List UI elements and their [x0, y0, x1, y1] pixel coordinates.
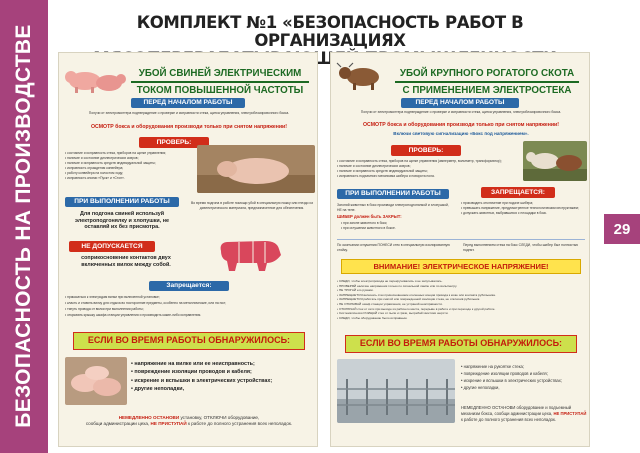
poster2-forbid-list	[461, 201, 587, 216]
poster1-title	[125, 68, 315, 96]
poster1-during-label: ПРИ ВЫПОЛНЕНИИ РАБОТЫ	[65, 197, 179, 207]
poster2-forbid-label: ЗАПРЕЩАЕТСЯ:	[481, 187, 555, 198]
poster-pig-slaughter	[58, 52, 318, 447]
poster2-title-line2: С ПРИМЕНЕНИЕМ ЭЛЕКТРОСТЕКА	[402, 85, 572, 96]
list-item: • класть и ставить вилку для отдыха во посторонние предметы, особенно на металлические, или на пол;	[65, 300, 313, 306]
list-item: • другие неполадки,	[461, 384, 587, 391]
list-item: • исправность кнопки «Пуск» и «Стоп».	[65, 176, 193, 181]
poster1-report-red: НЕ ПРИСТУПАЙ	[150, 421, 187, 427]
poster1-during-text: Для подгона свиней используй электроподгонялку и хлопушки, не оставляй их без присмотра.	[75, 211, 169, 231]
poster2-stop-red: НЕ ПРИСТУПАЙ	[553, 411, 587, 416]
poster1-report-text: сообщи администрации цеха,	[85, 421, 150, 427]
poster1-title-line1: УБОЙ СВИНЕЙ ЭЛЕКТРИЧЕСКИМ	[138, 68, 302, 79]
list-item: • исправность подъемного механизма шибера и поворота пола.	[337, 174, 519, 179]
slaughter-hall-photo	[337, 359, 455, 423]
page-number: 29	[604, 214, 640, 244]
poster2-notes-list	[337, 279, 587, 320]
list-item: • превышать напряжение, предусмотренное технологическим инструктажем;	[461, 206, 587, 211]
list-item: • открывать крышку шкафа станции управления и производить какие-либо исправления.	[65, 312, 313, 318]
poster1-check-label: ПРОВЕРЬ:	[139, 137, 209, 148]
poster1-title-rule	[131, 81, 309, 83]
poster2-before-label: ПЕРЕД НАЧАЛОМ РАБОТЫ	[401, 98, 519, 108]
poster1-warning: ОСМОТР бокса и оборудования производи только при снятом напряжении!	[91, 124, 287, 130]
poster2-title-line1: УБОЙ КРУПНОГО РОГАТОГО СКОТА	[399, 68, 575, 79]
poster2-during-label: ПРИ ВЫПОЛНЕНИИ РАБОТЫ	[337, 189, 449, 199]
list-item: • тянуть провода от вилки при выполнении работы;	[65, 306, 313, 312]
list-item: • работу конвейера на холостом ходу;	[65, 171, 193, 176]
list-item: • напряжение на вилке или ее неисправность;	[131, 360, 317, 368]
poster2-intro: Получи от электромонтера подтверждение о проверке и исправности стека, щитка управления, электроблокировочного бокса.	[360, 110, 562, 114]
page-title-line1: КОМПЛЕКТ №1 «БЕЗОПАСНОСТЬ РАБОТ В ОРГАНИЗАЦИЯХ	[136, 13, 524, 50]
poster-cattle-slaughter	[330, 52, 590, 447]
list-item: • повреждение изоляции проводов и кабеля;	[131, 368, 317, 376]
list-item: • наличие и состояние диэлектрических ковров;	[337, 164, 519, 169]
list-item: • наличие и состояние диэлектрических ковров;	[65, 156, 193, 161]
poster2-stunned-text: По окончании оглушения ПОНЕСИ стек в специальную изолированную стойку.	[337, 243, 450, 252]
pig-meat-cuts-diagram	[215, 233, 285, 275]
list-item: • при загоне животного в бокс;	[341, 221, 451, 226]
list-item: • при оглушении животного в боксе.	[341, 226, 451, 231]
cattle-photo	[523, 141, 587, 181]
poster1-no-allow-label: НЕ ДОПУСКАЕТСЯ	[69, 241, 155, 252]
list-item: • исправность ограждения конвейера;	[65, 166, 193, 171]
poster2-detected-list	[461, 363, 587, 391]
poster1-title-line2: ТОКОМ ПОВЫШЕННОЙ ЧАСТОТЫ	[136, 85, 304, 96]
list-item: • ПРОВЕРЯЙ наличие напряжения только по сигнальной лампе или по вольтметру.	[337, 284, 587, 289]
poster1-stop-rest: установку, ОТКЛЮЧИ оборудование,	[180, 415, 260, 420]
list-item: • наличие и исправность средств индивидуальной защиты;	[65, 161, 193, 166]
list-item: • Систематически ОЧИЩАЙ стек от пыли и грязи, выгребай хвостики шерсти.	[337, 311, 587, 316]
poster1-stop-prefix: НЕМЕДЛЕННО ОСТАНОВИ	[118, 415, 180, 420]
poster2-stop-main: НЕМЕДЛЕННО ОСТАНОВИ оборудование и подъемный механизм бокса, сообщи администрации цеха,	[461, 405, 572, 416]
poster1-report-end: к работе до полного устранения всех неполадок.	[187, 421, 293, 427]
poster1-forbidden-list	[65, 294, 313, 318]
list-item: • СЛЕДИ, чтобы электропровода не перекручивались и не запутывались.	[337, 279, 587, 284]
piglets-photo	[65, 357, 127, 405]
poster1-intro: Получи от электромонтера подтверждение о проверке и исправности стека, щитка управления, электроблокировочного бокса.	[88, 111, 290, 115]
list-item: • состояние и исправность стека, приборов на щитке управления;	[65, 151, 193, 156]
poster1-check-list	[65, 151, 193, 181]
poster2-detected-label: ЕСЛИ ВО ВРЕМЯ РАБОТЫ ОБНАРУЖИЛОСЬ:	[345, 335, 577, 353]
poster1-before-label: ПЕРЕД НАЧАЛОМ РАБОТЫ	[131, 98, 245, 108]
list-item: • искрение и вспышки в электрических устройствах;	[461, 377, 587, 384]
poster2-cattle-text: Загоняй животных в бокс производи электроподгонялкой и хлопушкой, НЕ на теле.	[337, 203, 449, 212]
poster2-signal: Включи световую сигнализацию «Бокс под напряжением».	[393, 131, 529, 136]
poster1-during-note: Во время подгона в работе помощи убой в специальную ножку или гнездо из диэлектрического материала, предназначенное для обеспечения.	[191, 201, 313, 210]
poster1-detected-list	[131, 360, 317, 393]
poster2-shiber-label: ШИБЕР должен быть ЗАКРЫТ:	[337, 214, 402, 219]
poster1-detected-label: ЕСЛИ ВО ВРЕМЯ РАБОТЫ ОБНАРУЖИЛОСЬ:	[73, 332, 305, 350]
poster2-shiber-list	[341, 221, 451, 231]
cattle-illustration	[335, 57, 391, 93]
pigs-illustration	[63, 57, 127, 97]
poster2-stop-end: к работе до полного устранения всех неполадок.	[461, 417, 556, 422]
list-item: • НЕ ОТКРЫВАЙ шкаф станции управления, не устраняй неисправности.	[337, 302, 587, 307]
poster2-check-label: ПРОВЕРЬ:	[391, 145, 461, 156]
divider	[337, 239, 585, 240]
list-item: • допускать животных, выбравшихся с площадки в бокс.	[461, 211, 587, 216]
poster2-title-rule	[395, 81, 579, 83]
list-item: • ЗАПРЕЩАЕТСЯ включать стек прикосновением оголенных концов провода к коже или контакта рубильника.	[337, 293, 587, 298]
list-item: • ЗАПРЕЩАЕТСЯ работать при снятой или поврежденной изоляции стека, не отключив рубильник.	[337, 297, 587, 302]
list-item: • СЛЕДИ, чтобы оборудование было исправным.	[337, 316, 587, 321]
pig-photo	[197, 145, 315, 193]
list-item: • прикасаться к электродам вилки при включенной установке;	[65, 294, 313, 300]
list-item: • напряжение на рукоятке стека;	[461, 363, 587, 370]
poster1-stop-text	[69, 415, 309, 427]
poster2-check-list	[337, 159, 519, 179]
poster1-forbidden-label: Запрещается:	[149, 281, 229, 291]
list-item: • НЕ ТРОГАЙ его руками.	[337, 288, 587, 293]
list-item: • производить отключение при подаче шибера;	[461, 201, 587, 206]
poster2-warning: ОСМОТР бокса и оборудования производи только при снятом напряжении!	[363, 122, 559, 128]
poster2-stop-text	[461, 405, 587, 423]
poster2-title	[389, 68, 585, 96]
list-item: • наличие и исправность средств индивидуальной защиты;	[337, 169, 519, 174]
list-item: • состояние и исправность стека, приборов на щитке управления (амперметр, вольтметр, трансформатор);	[337, 159, 519, 164]
sidebar-title: БЕЗОПАСНОСТЬ НА ПРОИЗВОДСТВЕ	[12, 24, 35, 428]
list-item: • повреждение изоляции проводов и кабеля;	[461, 370, 587, 377]
poster1-no-allow-text: соприкосновение контактов двух включенных вилок между собой.	[81, 255, 171, 268]
list-item: • ОТКЛЮЧАЙ стек от сети при выходе из рабочего места, перерыве в работе и при переходе к другой работе.	[337, 307, 587, 312]
poster2-attention-banner: ВНИМАНИЕ! ЭЛЕКТРИЧЕСКОЕ НАПРЯЖЕНИЕ!	[341, 259, 581, 274]
poster2-after-text: Перед выполнением стека на бокс СЛЕДИ, чтобы шибер был полностью поднят.	[463, 243, 579, 252]
list-item: • другие неполадки,	[131, 385, 317, 393]
sidebar	[0, 0, 48, 453]
list-item: • искрение и вспышки в электрических устройствах;	[131, 377, 317, 385]
